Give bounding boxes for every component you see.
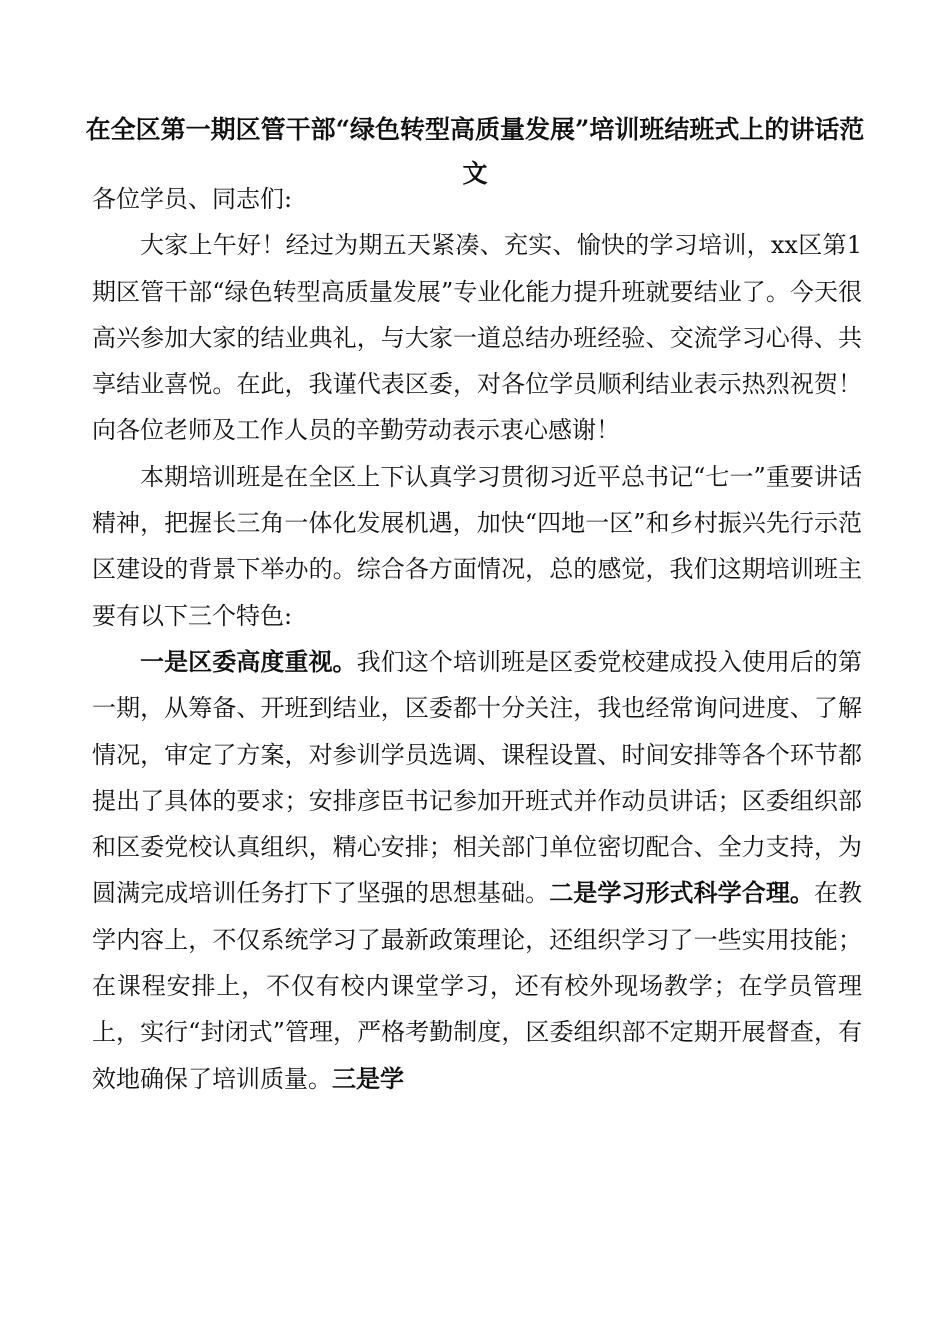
salutation: 各位学员、同志们: <box>92 185 293 213</box>
document-body <box>92 176 862 1102</box>
point2-heading: 二是学习形式科学合理。 <box>549 878 814 908</box>
document-title: 在全区第一期区管干部“绿色转型高质量发展”培训班结班式上的讲话范文 <box>85 115 865 188</box>
paragraph-greeting: 大家上午好！经过为期五天紧凑、充实、愉快的学习培训，xx区第1期区管干部“绿色转型高质量发展”专业化能力提升班就要结业了。今天很高兴参加大家的结业典礼，与大家一道总结办班经验、交流学习心得、共享结业喜悦。在此，我谨代表区委，对各位学员顺利结业表示热烈祝贺！向各位老师及工作人员的辛勤劳动表示衷心感谢！ <box>92 231 862 445</box>
point1-text: 我们这个培训班是区委党校建成投入使用后的第一期，从筹备、开班到结业，区委都十分关注，我也经常询问进度、了解情况，审定了方案，对参训学员选调、课程设置、时间安排等各个环节都提出了具体的要求；安排彦臣书记参加开班式并作动员讲话；区委组织部和区委党校认真组织，精心安排；相关部门单位密切配合、全力支持，为圆满完成培训任务打下了坚强的思想基础。 <box>92 647 863 908</box>
paragraph-features <box>92 639 862 1102</box>
point3-heading: 三是学 <box>332 1063 404 1093</box>
paragraph-background: 本期培训班是在全区上下认真学习贯彻习近平总书记“七一”重要讲话精神，把握长三角一体化发展机遇，加快“四地一区”和乡村振兴先行示范区建设的背景下举办的。综合各方面情况，总的感觉，我们这期培训班主要有以下三个特色: <box>92 462 862 630</box>
point2-text: 在教学内容上，不仅系统学习了最新政策理论，还组织学习了一些实用技能；在课程安排上，不仅有校内课堂学习，还有校外现场教学；在学员管理上，实行“封闭式”管理，严格考勤制度，区委组织部不定期开展督查，有效地确保了培训质量。 <box>92 879 863 1093</box>
point1-heading: 一是区委高度重视。 <box>140 646 357 676</box>
